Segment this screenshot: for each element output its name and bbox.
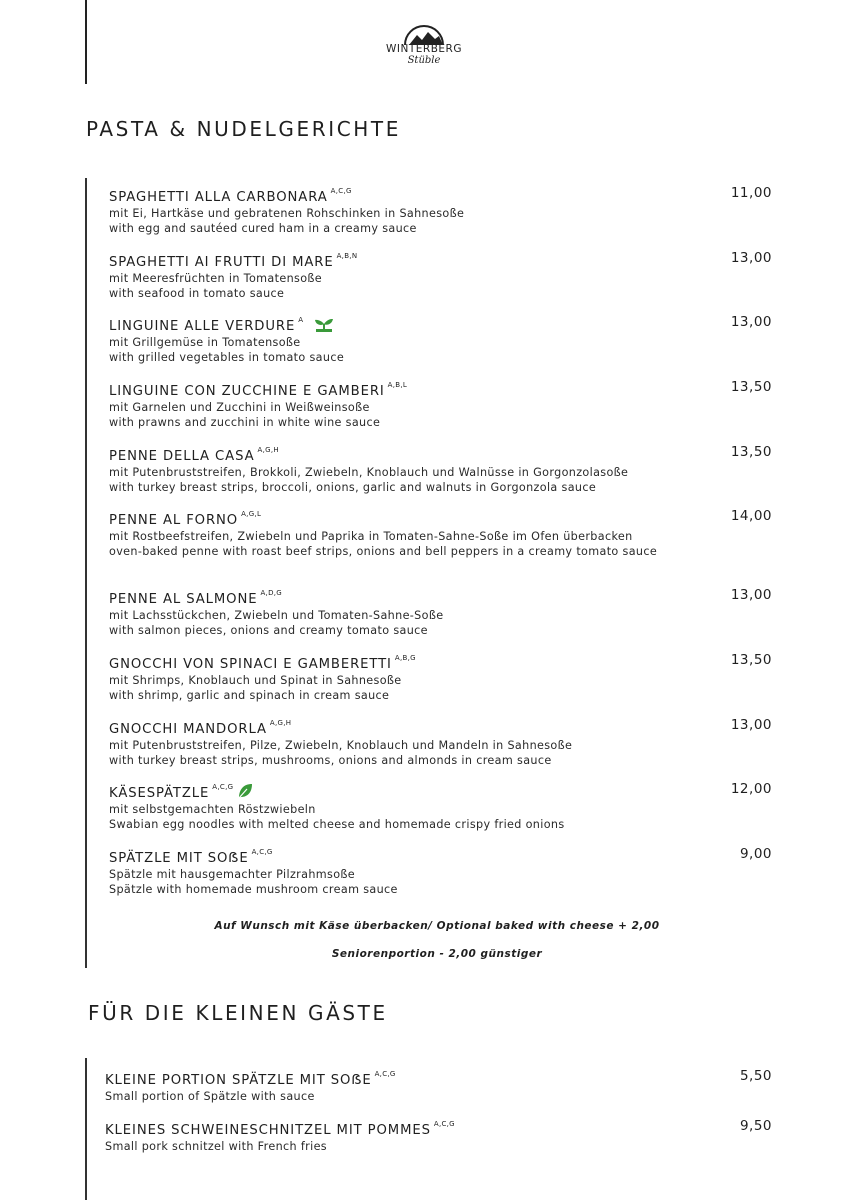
item-name: LINGUINE CON ZUCCHINE E GAMBERI $^{A,B,L}$ bbox=[109, 381, 408, 399]
item-price: 13,00 bbox=[730, 587, 772, 603]
note-senior: Seniorenportion - 2,00 günstiger bbox=[331, 948, 543, 960]
item-name: SPÄTZLE MIT SOẞE $^{A,C,G}$ bbox=[109, 848, 273, 866]
item-description: mit Shrimps, Knoblauch und Spinat in Sahnesoße with shrimp, garlic and spinach in cream sauce bbox=[109, 674, 402, 702]
item-price: 9,50 bbox=[739, 1118, 772, 1134]
note-cheese: Auf Wunsch mit Käse überbacken/ Optional baked with cheese + 2,00 bbox=[214, 920, 660, 932]
logo-sub: Stüble bbox=[407, 54, 441, 66]
allergen-codes: A,C,G bbox=[433, 1120, 455, 1128]
item-description: mit Grillgemüse in Tomatensoße with grilled vegetables in tomato sauce bbox=[109, 336, 345, 364]
allergen-codes: A,C,G bbox=[374, 1070, 396, 1078]
allergen-codes: A,B,N bbox=[336, 252, 358, 260]
item-name: SPAGHETTI ALLA CARBONARA $^{A,C,G}$ bbox=[109, 187, 352, 205]
item-price: 14,00 bbox=[730, 508, 772, 524]
logo-brand: WINTERBERG bbox=[386, 43, 462, 55]
item-price: 9,00 bbox=[739, 846, 772, 862]
item-price: 13,00 bbox=[730, 717, 772, 733]
item-description: Spätzle mit hausgemachter Pilzrahmsoße Spätzle with homemade mushroom cream sauce bbox=[109, 868, 398, 896]
pasta-menu bbox=[85, 178, 777, 968]
item-description: mit Garnelen und Zucchini in Weißweinsoße with prawns and zucchini in white wine sauce bbox=[109, 401, 381, 429]
allergen-codes: A,B,L bbox=[387, 381, 408, 389]
item-description: mit selbstgemachten Röstzwiebeln Swabian egg noodles with melted cheese and homemade crispy fried onions bbox=[109, 803, 565, 831]
item-price: 13,00 bbox=[730, 250, 772, 266]
item-name: PENNE DELLA CASA $^{A,G,H}$ bbox=[109, 446, 279, 464]
item-name: KLEINES SCHWEINESCHNITZEL MIT POMMES $^{A,C,G}$ bbox=[105, 1120, 455, 1138]
item-name: GNOCCHI VON SPINACI E GAMBERETTI $^{A,B,G}$ bbox=[109, 654, 416, 672]
allergen-codes: A,B,G bbox=[394, 654, 416, 662]
section-title-pasta: PASTA & NUDELGERICHTE bbox=[86, 117, 401, 141]
allergen-codes: A,G,L bbox=[241, 510, 262, 518]
item-price: 13,00 bbox=[730, 314, 772, 330]
item-price: 13,50 bbox=[730, 444, 772, 460]
allergen-codes: A,G,H bbox=[257, 446, 279, 454]
vegetarian-leaf-icon bbox=[237, 783, 253, 799]
item-name: LINGUINE ALLE VERDURE $^A$ bbox=[109, 316, 335, 334]
item-description: Small portion of Spätzle with sauce bbox=[105, 1090, 315, 1103]
item-price: 13,50 bbox=[730, 379, 772, 395]
item-description: mit Putenbruststreifen, Pilze, Zwiebeln, Knoblauch und Mandeln in Sahnesoße with turkey breast strips, mushrooms, onions and almonds in cream sauce bbox=[109, 739, 573, 767]
item-description: mit Putenbruststreifen, Brokkoli, Zwiebeln, Knoblauch und Walnüsse in Gorgonzolasoße with turkey breast strips, broccoli, onions, garlic and walnuts in Gorgonzola sauce bbox=[109, 466, 629, 494]
allergen-codes: A,C,G bbox=[251, 848, 273, 856]
item-price: 5,50 bbox=[739, 1068, 772, 1084]
allergen-codes: A,C,G bbox=[212, 783, 234, 791]
item-name: PENNE AL SALMONE $^{A,D,G}$ bbox=[109, 589, 283, 607]
item-name: GNOCCHI MANDORLA $^{A,G,H}$ bbox=[109, 719, 292, 737]
allergen-codes: A,C,G bbox=[330, 187, 352, 195]
item-price: 12,00 bbox=[730, 781, 772, 797]
allergen-codes: A bbox=[298, 316, 304, 324]
item-price: 11,00 bbox=[730, 185, 772, 201]
item-name: KÄSESPÄTZLE $^{A,C,G}$ bbox=[109, 783, 253, 801]
item-name: SPAGHETTI AI FRUTTI DI MARE $^{A,B,N}$ bbox=[109, 252, 358, 270]
kids-menu bbox=[85, 1058, 777, 1200]
top-rule bbox=[85, 0, 87, 84]
item-description: Small pork schnitzel with French fries bbox=[105, 1140, 327, 1153]
vegan-sprout-icon bbox=[313, 316, 335, 332]
allergen-codes: A,D,G bbox=[260, 589, 283, 597]
allergen-codes: A,G,H bbox=[269, 719, 292, 727]
item-name: PENNE AL FORNO $^{A,G,L}$ bbox=[109, 510, 262, 528]
item-description: mit Ei, Hartkäse und gebratenen Rohschinken in Sahnesoße with egg and sautéed cured ham in a creamy sauce bbox=[109, 207, 465, 235]
logo bbox=[364, 24, 484, 78]
item-description: mit Meeresfrüchten in Tomatensoße with seafood in tomato sauce bbox=[109, 272, 323, 300]
section-title-kids: FÜR DIE KLEINEN GÄSTE bbox=[88, 1001, 388, 1025]
item-name: KLEINE PORTION SPÄTZLE MIT SOẞE $^{A,C,G}$ bbox=[105, 1070, 396, 1088]
item-description: mit Lachsstückchen, Zwiebeln und Tomaten-Sahne-Soße with salmon pieces, onions and creamy tomato sauce bbox=[109, 609, 444, 637]
item-description: mit Rostbeefstreifen, Zwiebeln und Paprika in Tomaten-Sahne-Soße im Ofen überbacken oven-baked penne with roast beef strips, onions and bell peppers in a creamy tomato sauce bbox=[109, 530, 658, 558]
item-price: 13,50 bbox=[730, 652, 772, 668]
